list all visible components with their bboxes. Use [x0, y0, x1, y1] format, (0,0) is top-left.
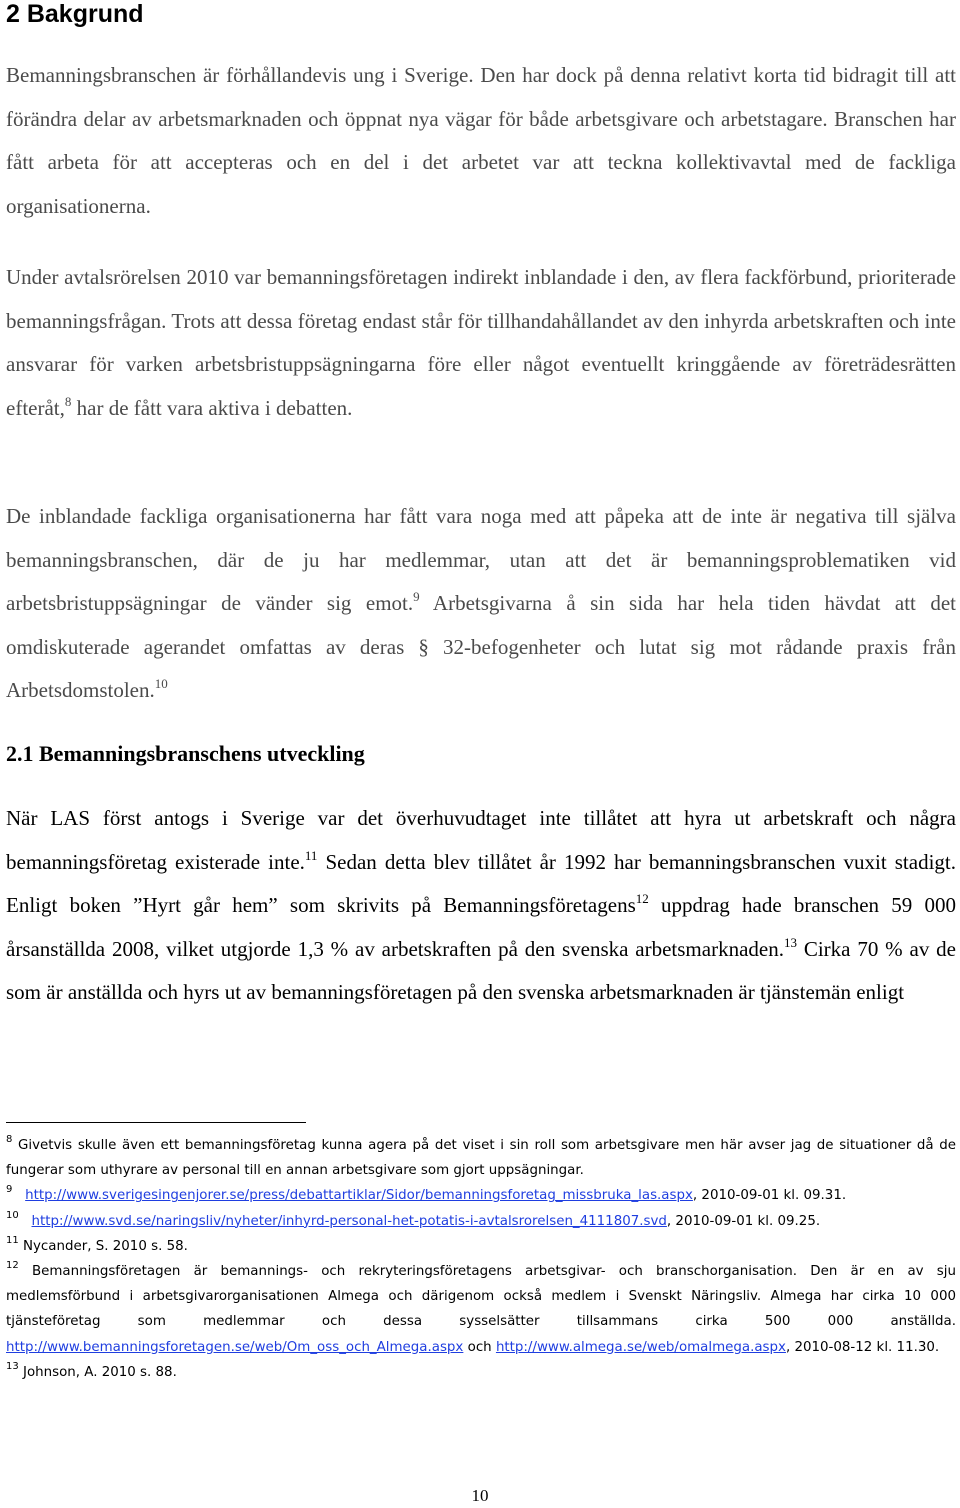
footnote-number: 11 — [6, 1234, 19, 1246]
paragraph-3-text-end: Arbetsgivarna å sin sida har hela tiden hävdat att det omdiskuterade agerandet omfattas av deras § 32-befogenheter och lutat sig mot rådande praxis från Arbetsdomstolen. — [6, 591, 956, 702]
footnote-ref-8[interactable]: 8 — [64, 393, 72, 409]
footnote-10 — [6, 1209, 956, 1234]
footnote-text: Givetvis skulle även ett bemanningsföretag kunna agera på det viset i sin roll som arbetsgivare men här avser jag de situationer då de fungerar som uthyrare av personal till en annan arbetsgivare som gjort uppsägningar. — [6, 1138, 956, 1179]
footnote-number: 10 — [6, 1209, 19, 1221]
footnote-number: 8 — [6, 1134, 13, 1145]
section-heading: 2 Bakgrund — [6, 0, 144, 28]
footnote-text: Bemanningsföretagen är bemannings- och rekryteringsföretagens arbetsgivar- och branschorganisation. Den är en av sju medlemsförbund i arbetsgivarorganisationen Almega och därigenom också medlem i Svenskt Näringsliv. Almega har cirka 10 000 tjänsteföretag som medlemmar och dessa sysselsätter tillsammans cirka 500 000 anställda. — [6, 1264, 956, 1330]
footnote-11 — [6, 1234, 956, 1259]
footnote-ref-11[interactable]: 11 — [304, 847, 318, 863]
footnote-number: 9 — [6, 1184, 13, 1196]
footnote-12 — [6, 1259, 956, 1360]
paragraph-4-text-c: uppdrag hade branschen 59 000 årsanställda 2008, vilket utgjorde 1,3 % av arbetskraften på den svenska arbetsmarknaden. — [6, 893, 956, 961]
footnote-8 — [6, 1133, 956, 1183]
footnote-ref-9[interactable]: 9 — [413, 589, 420, 604]
footnotes — [6, 1133, 956, 1385]
footnote-number: 12 — [6, 1260, 19, 1272]
footnote-9 — [6, 1183, 956, 1208]
page-number: 10 — [471, 1486, 489, 1505]
footnote-text: , 2010-09-01 kl. 09.31. — [692, 1188, 847, 1204]
footnote-link[interactable]: http://www.svd.se/naringsliv/nyheter/inhyrd-personal-het-potatis-i-avtalsrorelsen_4111807.svd — [31, 1213, 667, 1229]
footnote-13 — [6, 1360, 956, 1385]
paragraph-4-text-d: Cirka 70 % av de som är anställda och hyrs ut av bemanningsföretagen på den svenska arbetsmarknaden är tjänstemän enligt — [6, 936, 956, 1004]
paragraph-1: Bemanningsbranschen är förhållandevis ung i Sverige. Den har dock på denna relativt korta tid bidragit till att förändra delar av arbetsmarknaden och öppnat nya vägar för både arbetsgivare och arbetstagare. Branschen har fått arbeta för att accepteras och en del i det arbetet var att teckna kollektivavtal med de fackliga organisationerna. — [6, 63, 956, 218]
footnote-link[interactable]: http://www.almega.se/web/omalmega.aspx — [495, 1339, 786, 1355]
footnote-ref-12[interactable]: 12 — [635, 891, 649, 906]
footnote-text: , 2010-08-12 kl. 11.30. — [785, 1339, 940, 1355]
footnote-link[interactable]: http://www.sverigesingenjorer.se/press/debattartiklar/Sidor/bemanningsforetag_missbruka_las.aspx — [25, 1188, 693, 1204]
footnote-link[interactable]: http://www.bemanningsforetagen.se/web/Om_oss_och_Almega.aspx — [6, 1339, 464, 1355]
paragraph-4-text-b: Sedan detta blev tillåtet år 1992 har bemanningsbranschen vuxit stadigt. Enligt boken ”Hyrt går hem” som skrivits på Bemanningsföretagens — [6, 849, 956, 917]
paragraph-2-text-end: har de fått vara aktiva i debatten. — [71, 395, 353, 420]
footnote-text: Johnson, A. 2010 s. 88. — [18, 1364, 177, 1380]
paragraph-2-text: Under avtalsrörelsen 2010 var bemanningsföretagen indirekt inblandade i den, av flera fackförbund, prioriterade bemanningsfrågan. Trots att dessa företag endast står för tillhandahållandet av den inhyrda arbetskraften och inte ansvarar för varken arbetsbristuppsägningarna före eller något eventuellt kringgående av företrädesrätten efteråt, — [6, 265, 956, 420]
paragraph-3-text: De inblandade fackliga organisationerna har fått vara noga med att påpeka att de inte är negativa till själva bemanningsbranschen, där de ju har medlemmar, utan att det är bemanningsproblematiken vid arbetsbristuppsägningar de vänder sig emot. — [6, 504, 956, 615]
footnote-text: och — [463, 1339, 496, 1355]
paragraph-2 — [6, 256, 956, 430]
footnote-ref-13[interactable]: 13 — [783, 934, 797, 950]
footnote-number: 13 — [6, 1360, 19, 1372]
paragraph-3 — [6, 495, 956, 713]
footnote-text: , 2010-09-01 kl. 09.25. — [666, 1213, 821, 1229]
subsection-heading: 2.1 Bemanningsbranschens utveckling — [6, 741, 365, 766]
footnote-separator — [6, 1122, 306, 1123]
paragraph-4-text-a: När LAS först antogs i Sverige var det överhuvudtaget inte tillåtet att hyra ut arbetskraft och några bemanningsföretag existerade inte. — [6, 806, 956, 874]
paragraph-4 — [6, 797, 956, 1015]
footnote-text: Nycander, S. 2010 s. 58. — [18, 1238, 188, 1254]
footnote-ref-10[interactable]: 10 — [154, 676, 168, 691]
